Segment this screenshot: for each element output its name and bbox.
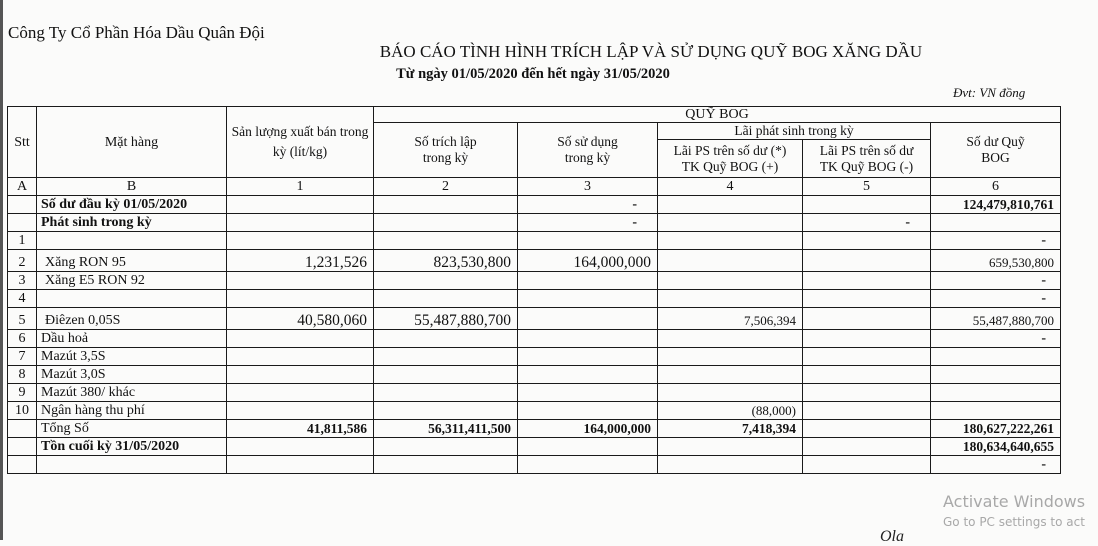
allocated-cell — [374, 384, 518, 402]
interest-minus-cell — [803, 366, 931, 384]
item-name-cell — [37, 290, 227, 308]
used-cell — [518, 402, 658, 420]
volume-cell — [227, 232, 374, 250]
balance-cell: 180,627,222,261 — [931, 420, 1061, 438]
interest-minus-cell — [803, 272, 931, 290]
stt-cell — [8, 214, 37, 232]
balance-cell: - — [931, 456, 1061, 474]
volume-cell — [227, 330, 374, 348]
interest-plus-cell: (88,000) — [658, 402, 803, 420]
header-fund-group: QUỸ BOG — [374, 107, 1061, 123]
allocated-cell — [374, 272, 518, 290]
interest-minus-cell — [803, 330, 931, 348]
volume-cell — [227, 196, 374, 214]
volume-cell — [227, 456, 374, 474]
used-cell — [518, 308, 658, 330]
volume-cell — [227, 290, 374, 308]
table-row — [8, 420, 1061, 438]
stt-cell — [8, 438, 37, 456]
table-row — [8, 348, 1061, 366]
table-row — [8, 384, 1061, 402]
table-row — [8, 232, 1061, 250]
used-cell — [518, 384, 658, 402]
interest-minus-cell — [803, 402, 931, 420]
currency-unit: Đvt: VN đồng — [953, 85, 1026, 100]
table-row — [8, 438, 1061, 456]
activate-windows-watermark: Activate Windows — [943, 492, 1086, 511]
column-code-cell: 4 — [658, 178, 803, 196]
table-row — [8, 330, 1061, 348]
stt-cell: 8 — [8, 366, 37, 384]
interest-plus-cell — [658, 272, 803, 290]
activate-windows-subtext: Go to PC settings to act — [943, 515, 1085, 529]
stt-cell — [8, 456, 37, 474]
interest-plus-cell — [658, 214, 803, 232]
item-name-cell: Mazút 3,0S — [37, 366, 227, 384]
volume-cell: 41,811,586 — [227, 420, 374, 438]
table-row — [8, 290, 1061, 308]
stt-cell: 7 — [8, 348, 37, 366]
item-name-cell — [37, 456, 227, 474]
used-cell: 164,000,000 — [518, 420, 658, 438]
allocated-cell: 55,487,880,700 — [374, 308, 518, 330]
table-row — [8, 366, 1061, 384]
stt-cell — [8, 420, 37, 438]
balance-cell — [931, 384, 1061, 402]
volume-cell — [227, 348, 374, 366]
stt-cell: 2 — [8, 250, 37, 272]
column-code-cell: 1 — [227, 178, 374, 196]
used-cell — [518, 290, 658, 308]
header-interest-plus: Lãi PS trên số dư (*) TK Quỹ BOG (+) — [658, 140, 803, 178]
header-interest-group: Lãi phát sinh trong kỳ — [658, 123, 931, 140]
table-row — [8, 308, 1061, 330]
allocated-cell: 823,530,800 — [374, 250, 518, 272]
item-name-cell: Xăng RON 95 — [37, 250, 227, 272]
table-row — [8, 402, 1061, 420]
balance-cell — [931, 402, 1061, 420]
used-cell — [518, 456, 658, 474]
interest-minus-cell — [803, 384, 931, 402]
interest-plus-cell — [658, 348, 803, 366]
allocated-cell — [374, 232, 518, 250]
interest-plus-cell — [658, 290, 803, 308]
allocated-cell — [374, 348, 518, 366]
table-body — [8, 196, 1061, 474]
stt-cell: 4 — [8, 290, 37, 308]
stt-cell: 1 — [8, 232, 37, 250]
report-title — [0, 42, 1070, 62]
table-row — [8, 250, 1061, 272]
interest-minus-cell — [803, 438, 931, 456]
header-allocated: Số trích lập trong kỳ — [374, 123, 518, 178]
used-cell — [518, 272, 658, 290]
balance-cell: - — [931, 330, 1061, 348]
interest-plus-cell — [658, 438, 803, 456]
table-row — [8, 196, 1061, 214]
used-cell — [518, 366, 658, 384]
balance-cell — [931, 366, 1061, 384]
column-code-cell: 2 — [374, 178, 518, 196]
column-code-cell: 6 — [931, 178, 1061, 196]
stt-cell: 5 — [8, 308, 37, 330]
item-name-cell: Mazút 380/ khác — [37, 384, 227, 402]
volume-cell — [227, 214, 374, 232]
interest-plus-cell — [658, 456, 803, 474]
stt-cell: 3 — [8, 272, 37, 290]
used-cell — [518, 232, 658, 250]
allocated-cell — [374, 402, 518, 420]
used-cell — [518, 348, 658, 366]
item-name-cell: Ngân hàng thu phí — [37, 402, 227, 420]
allocated-cell: 56,311,411,500 — [374, 420, 518, 438]
company-name: Công Ty Cổ Phần Hóa Dầu Quân Đội — [8, 23, 265, 42]
volume-cell: 1,231,526 — [227, 250, 374, 272]
allocated-cell — [374, 196, 518, 214]
balance-cell — [931, 214, 1061, 232]
column-code-cell: A — [8, 178, 37, 196]
item-name-cell: Xăng E5 RON 92 — [37, 272, 227, 290]
balance-cell — [931, 348, 1061, 366]
item-name-cell: Tồn cuối kỳ 31/05/2020 — [37, 438, 227, 456]
header-balance: Số dư Quỹ BOG — [931, 123, 1061, 178]
volume-cell: 40,580,060 — [227, 308, 374, 330]
item-name-cell: Mazút 3,5S — [37, 348, 227, 366]
interest-plus-cell — [658, 232, 803, 250]
handwritten-signature: Ola — [880, 528, 904, 545]
stt-cell: 9 — [8, 384, 37, 402]
allocated-cell — [374, 438, 518, 456]
allocated-cell — [374, 456, 518, 474]
item-name-cell: Phát sinh trong kỳ — [37, 214, 227, 232]
interest-minus-cell: - — [803, 214, 931, 232]
interest-plus-cell — [658, 196, 803, 214]
item-name-cell: Tổng Số — [37, 420, 227, 438]
interest-minus-cell — [803, 348, 931, 366]
balance-cell: - — [931, 272, 1061, 290]
used-cell — [518, 330, 658, 348]
header-stt: Stt — [8, 107, 37, 178]
volume-cell — [227, 272, 374, 290]
balance-cell: 659,530,800 — [931, 250, 1061, 272]
header-used: Số sử dụng trong kỳ — [518, 123, 658, 178]
header-item: Mặt hàng — [37, 107, 227, 178]
balance-cell: 180,634,640,655 — [931, 438, 1061, 456]
interest-plus-cell: 7,506,394 — [658, 308, 803, 330]
stt-cell: 10 — [8, 402, 37, 420]
header-interest-minus: Lãi PS trên số dư TK Quỹ BOG (-) — [803, 140, 931, 178]
table-row — [8, 214, 1061, 232]
allocated-cell — [374, 366, 518, 384]
balance-cell: - — [931, 290, 1061, 308]
report-period — [0, 66, 1070, 83]
interest-minus-cell — [803, 196, 931, 214]
interest-minus-cell — [803, 250, 931, 272]
column-code-cell: 5 — [803, 178, 931, 196]
allocated-cell — [374, 330, 518, 348]
allocated-cell — [374, 214, 518, 232]
used-cell — [518, 438, 658, 456]
stt-cell: 6 — [8, 330, 37, 348]
item-name-cell — [37, 232, 227, 250]
used-cell: - — [518, 196, 658, 214]
interest-plus-cell — [658, 250, 803, 272]
bog-fund-table — [7, 106, 1061, 474]
table-row — [8, 456, 1061, 474]
interest-plus-cell — [658, 384, 803, 402]
report-period-text: Từ ngày 01/05/2020 đến hết ngày 31/05/2020 — [396, 66, 670, 82]
volume-cell — [227, 384, 374, 402]
balance-cell: 55,487,880,700 — [931, 308, 1061, 330]
item-name-cell: Điêzen 0,05S — [37, 308, 227, 330]
item-name-cell: Số dư đầu kỳ 01/05/2020 — [37, 196, 227, 214]
allocated-cell — [374, 290, 518, 308]
item-name-cell: Dầu hoả — [37, 330, 227, 348]
interest-plus-cell: 7,418,394 — [658, 420, 803, 438]
volume-cell — [227, 366, 374, 384]
interest-plus-cell — [658, 366, 803, 384]
volume-cell — [227, 402, 374, 420]
used-cell: - — [518, 214, 658, 232]
report-title-text: BÁO CÁO TÌNH HÌNH TRÍCH LẬP VÀ SỬ DỤNG QUỸ BOG XĂNG DẦU — [379, 42, 923, 61]
interest-minus-cell — [803, 456, 931, 474]
stt-cell — [8, 196, 37, 214]
table-row — [8, 272, 1061, 290]
interest-minus-cell — [803, 290, 931, 308]
volume-cell — [227, 438, 374, 456]
column-code-row — [8, 178, 1061, 196]
column-code-cell: 3 — [518, 178, 658, 196]
column-code-cell: B — [37, 178, 227, 196]
interest-minus-cell — [803, 308, 931, 330]
header-volume: Sản lượng xuất bán trong kỳ (lít/kg) — [227, 107, 374, 178]
used-cell: 164,000,000 — [518, 250, 658, 272]
interest-minus-cell — [803, 420, 931, 438]
balance-cell: 124,479,810,761 — [931, 196, 1061, 214]
balance-cell: - — [931, 232, 1061, 250]
interest-minus-cell — [803, 232, 931, 250]
interest-plus-cell — [658, 330, 803, 348]
